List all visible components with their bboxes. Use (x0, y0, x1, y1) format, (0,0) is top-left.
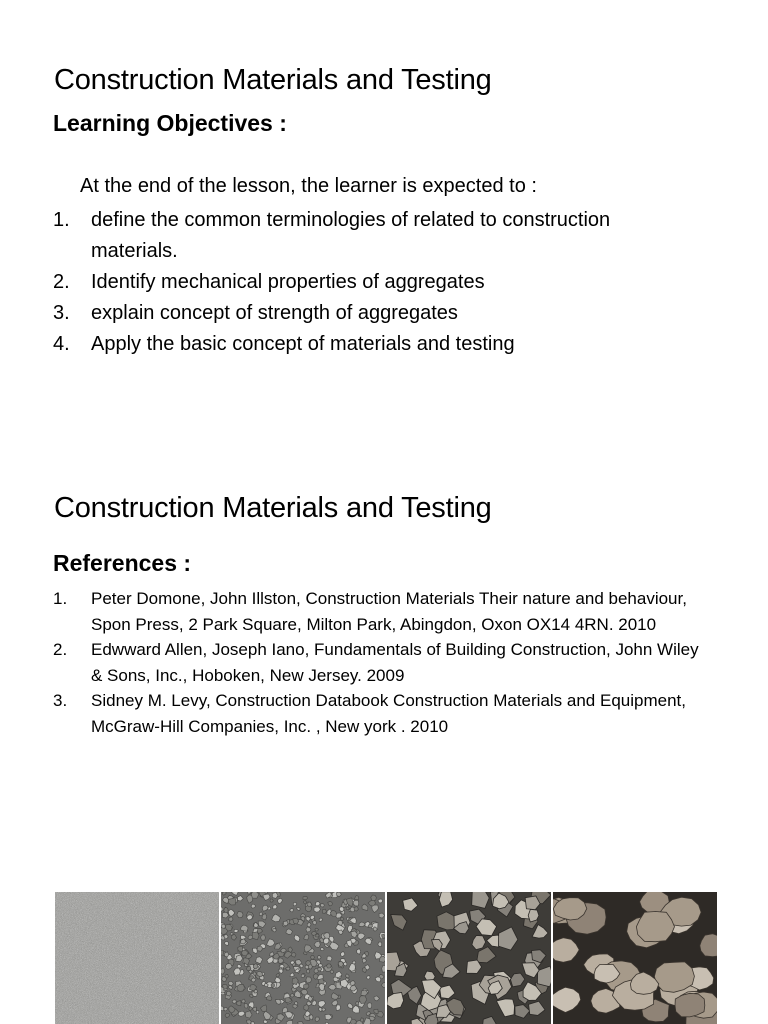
objective-item (53, 267, 733, 298)
section-2-title: Construction Materials and Testing (54, 492, 492, 524)
reference-number: 2. (53, 640, 68, 659)
reference-text: Peter Domone, John Illston, Construction Materials Their nature and behaviour, Spon Press, 2 Park Square, Milton Park, Abingdon, Oxon OX14 4RN. 2010 (91, 589, 687, 634)
objective-item (53, 205, 733, 267)
objectives-intro: At the end of the lesson, the learner is expected to : (80, 175, 537, 197)
reference-number: 3. (53, 691, 68, 710)
reference-text: Edwward Allen, Joseph Iano, Fundamentals of Building Construction, John Wiley & Sons, Inc., Hoboken, New Jersey. 2009 (91, 640, 699, 685)
aggregate-photo-strip (55, 892, 717, 1024)
reference-item (53, 586, 733, 637)
reference-item (53, 688, 733, 739)
fine-gravel-image (221, 892, 385, 1024)
objective-text: define the common terminologies of related to construction materials. (91, 209, 611, 262)
fine-sand-image (55, 892, 219, 1024)
objective-number: 2. (53, 271, 70, 293)
fine-sand-photo (55, 892, 219, 1024)
objective-number: 1. (53, 209, 70, 231)
references-heading: References : (53, 550, 192, 576)
objective-number: 4. (53, 333, 70, 355)
references-list (53, 586, 733, 739)
crushed-stone-image (387, 892, 551, 1024)
objective-number: 3. (53, 302, 70, 324)
learning-objectives-heading: Learning Objectives : (53, 110, 287, 136)
reference-text: Sidney M. Levy, Construction Databook Construction Materials and Equipment, McGraw-Hill Companies, Inc. , New york . 2010 (91, 691, 686, 736)
fine-gravel-photo (221, 892, 385, 1024)
reference-number: 1. (53, 589, 68, 608)
river-pebbles-photo (553, 892, 717, 1024)
objective-item (53, 298, 733, 329)
river-pebbles-image (553, 892, 717, 1024)
objective-text: explain concept of strength of aggregates (91, 302, 458, 324)
crushed-stone-photo (387, 892, 551, 1024)
objective-item (53, 329, 733, 360)
reference-item (53, 637, 733, 688)
objective-text: Identify mechanical properties of aggregates (91, 271, 485, 293)
objectives-list (53, 205, 733, 360)
objective-text: Apply the basic concept of materials and testing (91, 333, 515, 355)
section-1-title: Construction Materials and Testing (54, 64, 492, 96)
